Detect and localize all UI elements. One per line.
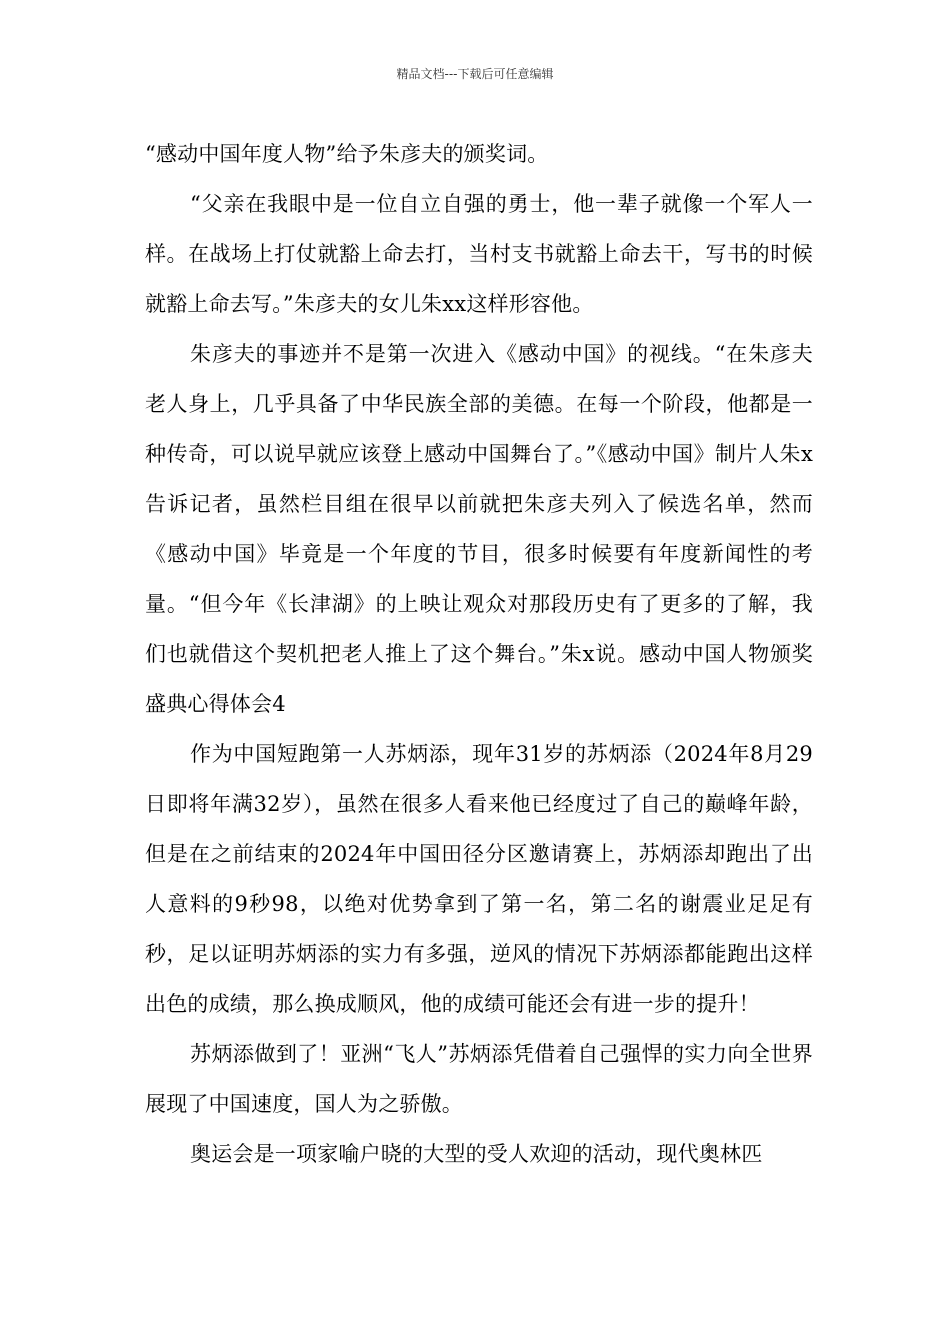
paragraph-olympics: 奥运会是一项家喻户晓的大型的受人欢迎的活动，现代奥林匹 bbox=[190, 1142, 763, 1166]
paragraph-award-intro: “感动中国年度人物”给予朱彦夫的颁奖词。 bbox=[145, 142, 549, 166]
paragraph-su-bingtian-race: 作为中国短跑第一人苏炳添，现年31岁的苏炳添（2024年8月29日即将年满32岁），虽然在很多人看来他已经度过了自己的巅峰年龄，但是在之前结束的2024年中国田径分区邀请赛上，苏炳添却跑出了出人意料的9秒98，以绝对优势拿到了第一名，第二名的谢震业足足有秒，足以证明苏炳添的实力有多强，逆风的情况下苏炳添都能跑出这样出色的成绩，那么换成顺风，他的成绩可能还会有进一步的提升！ bbox=[145, 742, 813, 1016]
paragraph-daughter-quote: “父亲在我眼中是一位自立自强的勇士，他一辈子就像一个军人一样。在战场上打仗就豁上命去打，当村支书就豁上命去干，写书的时候就豁上命去写。”朱彦夫的女儿朱xx这样形容他。 bbox=[145, 192, 813, 316]
paragraph-producer-interview: 朱彦夫的事迹并不是第一次进入《感动中国》的视线。“在朱彦夫老人身上，几乎具备了中华民族全部的美德。在每一个阶段，他都是一种传奇，可以说早就应该登上感动中国舞台了。”《感动中国》制片人朱x告诉记者，虽然栏目组在很早以前就把朱彦夫列入了候选名单，然而《感动中国》毕竟是一个年度的节目，很多时候要有年度新闻性的考量。“但今年《长津湖》的上映让观众对那段历史有了更多的了解，我们也就借这个契机把老人推上了这个舞台。”朱x说。感动中国人物颁奖盛典心得体会4 bbox=[145, 342, 813, 716]
page-header: 精品文档---下载后可任意编辑 bbox=[396, 67, 554, 81]
paragraph-asian-flyer: 苏炳添做到了！亚洲“飞人”苏炳添凭借着自己强悍的实力向全世界展现了中国速度，国人为之骄傲。 bbox=[145, 1042, 813, 1116]
document-body bbox=[145, 129, 813, 1179]
